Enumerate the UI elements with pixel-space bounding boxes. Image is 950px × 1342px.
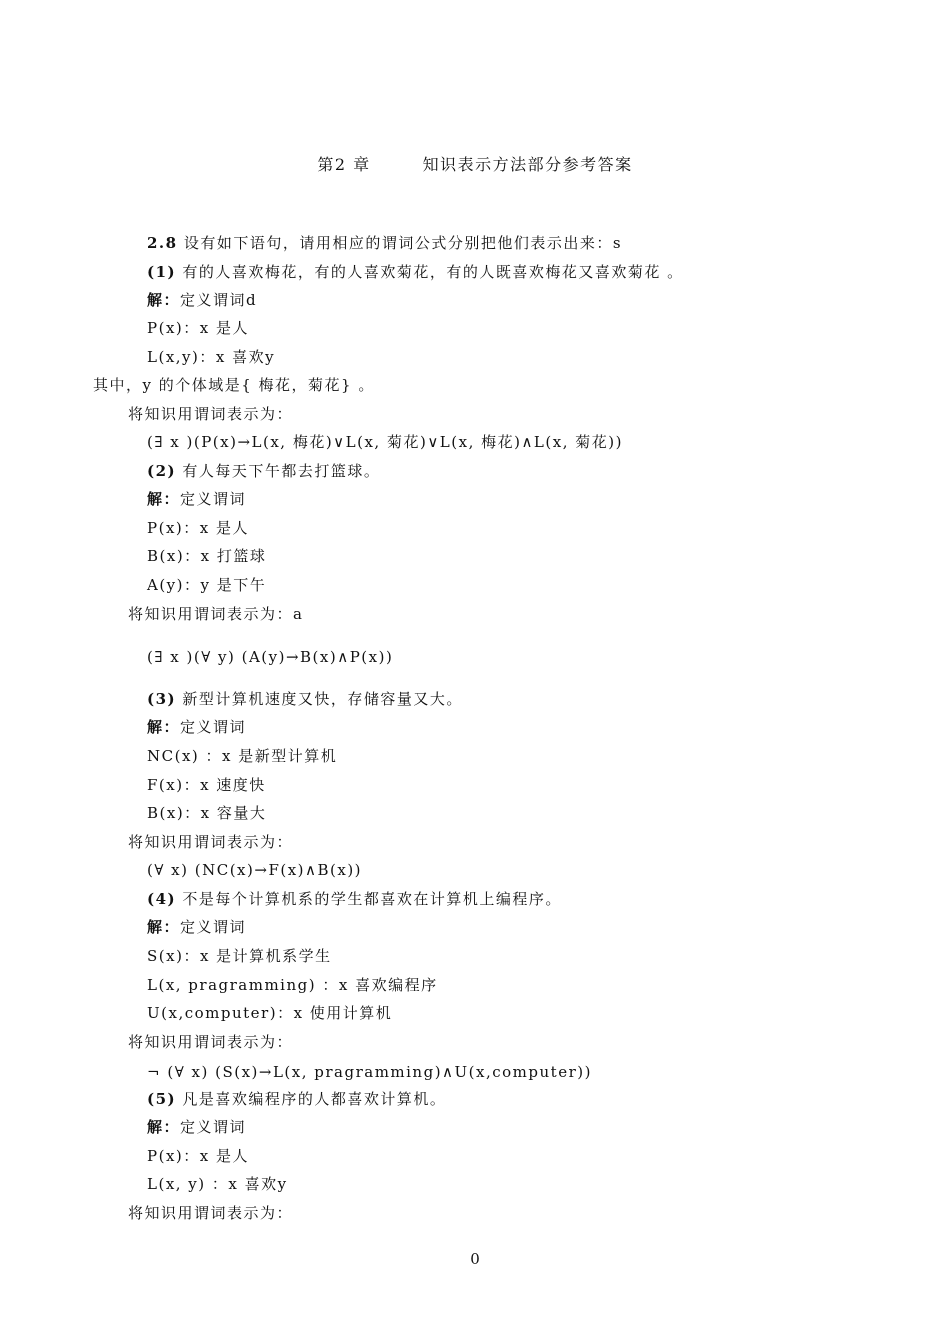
text-line: (1) 有的人喜欢梅花，有的人喜欢菊花，有的人既喜欢梅花又喜欢菊花 。 (147, 263, 684, 281)
text-line: 将知识用谓词表示为： (128, 1033, 294, 1051)
text-line: (5) 凡是喜欢编程序的人都喜欢计算机。 (147, 1090, 447, 1108)
formula-line: (∀ x) (NC(x)→F(x)∧B(x)) (147, 861, 363, 879)
text-line: (4) 不是每个计算机系的学生都喜欢在计算机上编程序。 (147, 890, 562, 908)
formula-line: ¬ (∀ x) (S(x)→L(x, pragramming)∧U(x,computer)) (147, 1063, 592, 1081)
text-line: 将知识用谓词表示为：a (128, 605, 304, 623)
text-line: S(x)：x 是计算机系学生 (147, 947, 332, 965)
text-line: P(x)：x 是人 (147, 519, 249, 537)
text-line: 解：定义谓词 (147, 918, 247, 936)
formula-line: (∃ x )(∀ y) (A(y)→B(x)∧P(x)) (147, 648, 394, 666)
text-line: L(x, pragramming) ：x 喜欢编程序 (147, 976, 438, 994)
text-line: L(x, y) ：x 喜欢y (147, 1175, 288, 1193)
text-line: A(y)：y 是下午 (147, 576, 267, 594)
text-line: U(x,computer)：x 使用计算机 (147, 1004, 393, 1022)
text-line: B(x)：x 容量大 (147, 804, 267, 822)
text-line: F(x)：x 速度快 (147, 776, 266, 794)
text-line: 解：定义谓词 (147, 490, 247, 508)
chapter-title: 知识表示方法部分参考答案 (422, 155, 633, 174)
text-line: 将知识用谓词表示为： (128, 833, 294, 851)
text-line: (2) 有人每天下午都去打篮球。 (147, 462, 381, 480)
text-line: 将知识用谓词表示为： (128, 405, 294, 423)
text-line: L(x,y)：x 喜欢y (147, 348, 276, 366)
text-line: NC(x) ：x 是新型计算机 (147, 747, 338, 765)
formula-line: (∃ x )(P(x)→L(x, 梅花)∨L(x, 菊花)∨L(x, 梅花)∧L(x, 菊花)) (147, 433, 623, 451)
page-title (0, 152, 950, 175)
line-text: 设有如下语句，请用相应的谓词公式分别把他们表示出来：s (183, 234, 623, 252)
text-line: B(x)：x 打篮球 (147, 547, 267, 565)
text-line: 2.8 设有如下语句，请用相应的谓词公式分别把他们表示出来：s (147, 234, 623, 252)
text-line: 解：定义谓词d (147, 291, 258, 309)
text-line: 解：定义谓词 (147, 1118, 247, 1136)
page-number: 0 (470, 1250, 480, 1268)
text-line: 将知识用谓词表示为： (128, 1204, 294, 1222)
text-line: P(x)：x 是人 (147, 1147, 249, 1165)
text-line: 其中，y 的个体域是{ 梅花，菊花} 。 (93, 376, 375, 394)
text-line: P(x)：x 是人 (147, 319, 249, 337)
chapter-label: 第2 章 (317, 155, 371, 174)
text-line: 解：定义谓词 (147, 718, 247, 736)
text-line: (3) 新型计算机速度又快，存储容量又大。 (147, 690, 463, 708)
